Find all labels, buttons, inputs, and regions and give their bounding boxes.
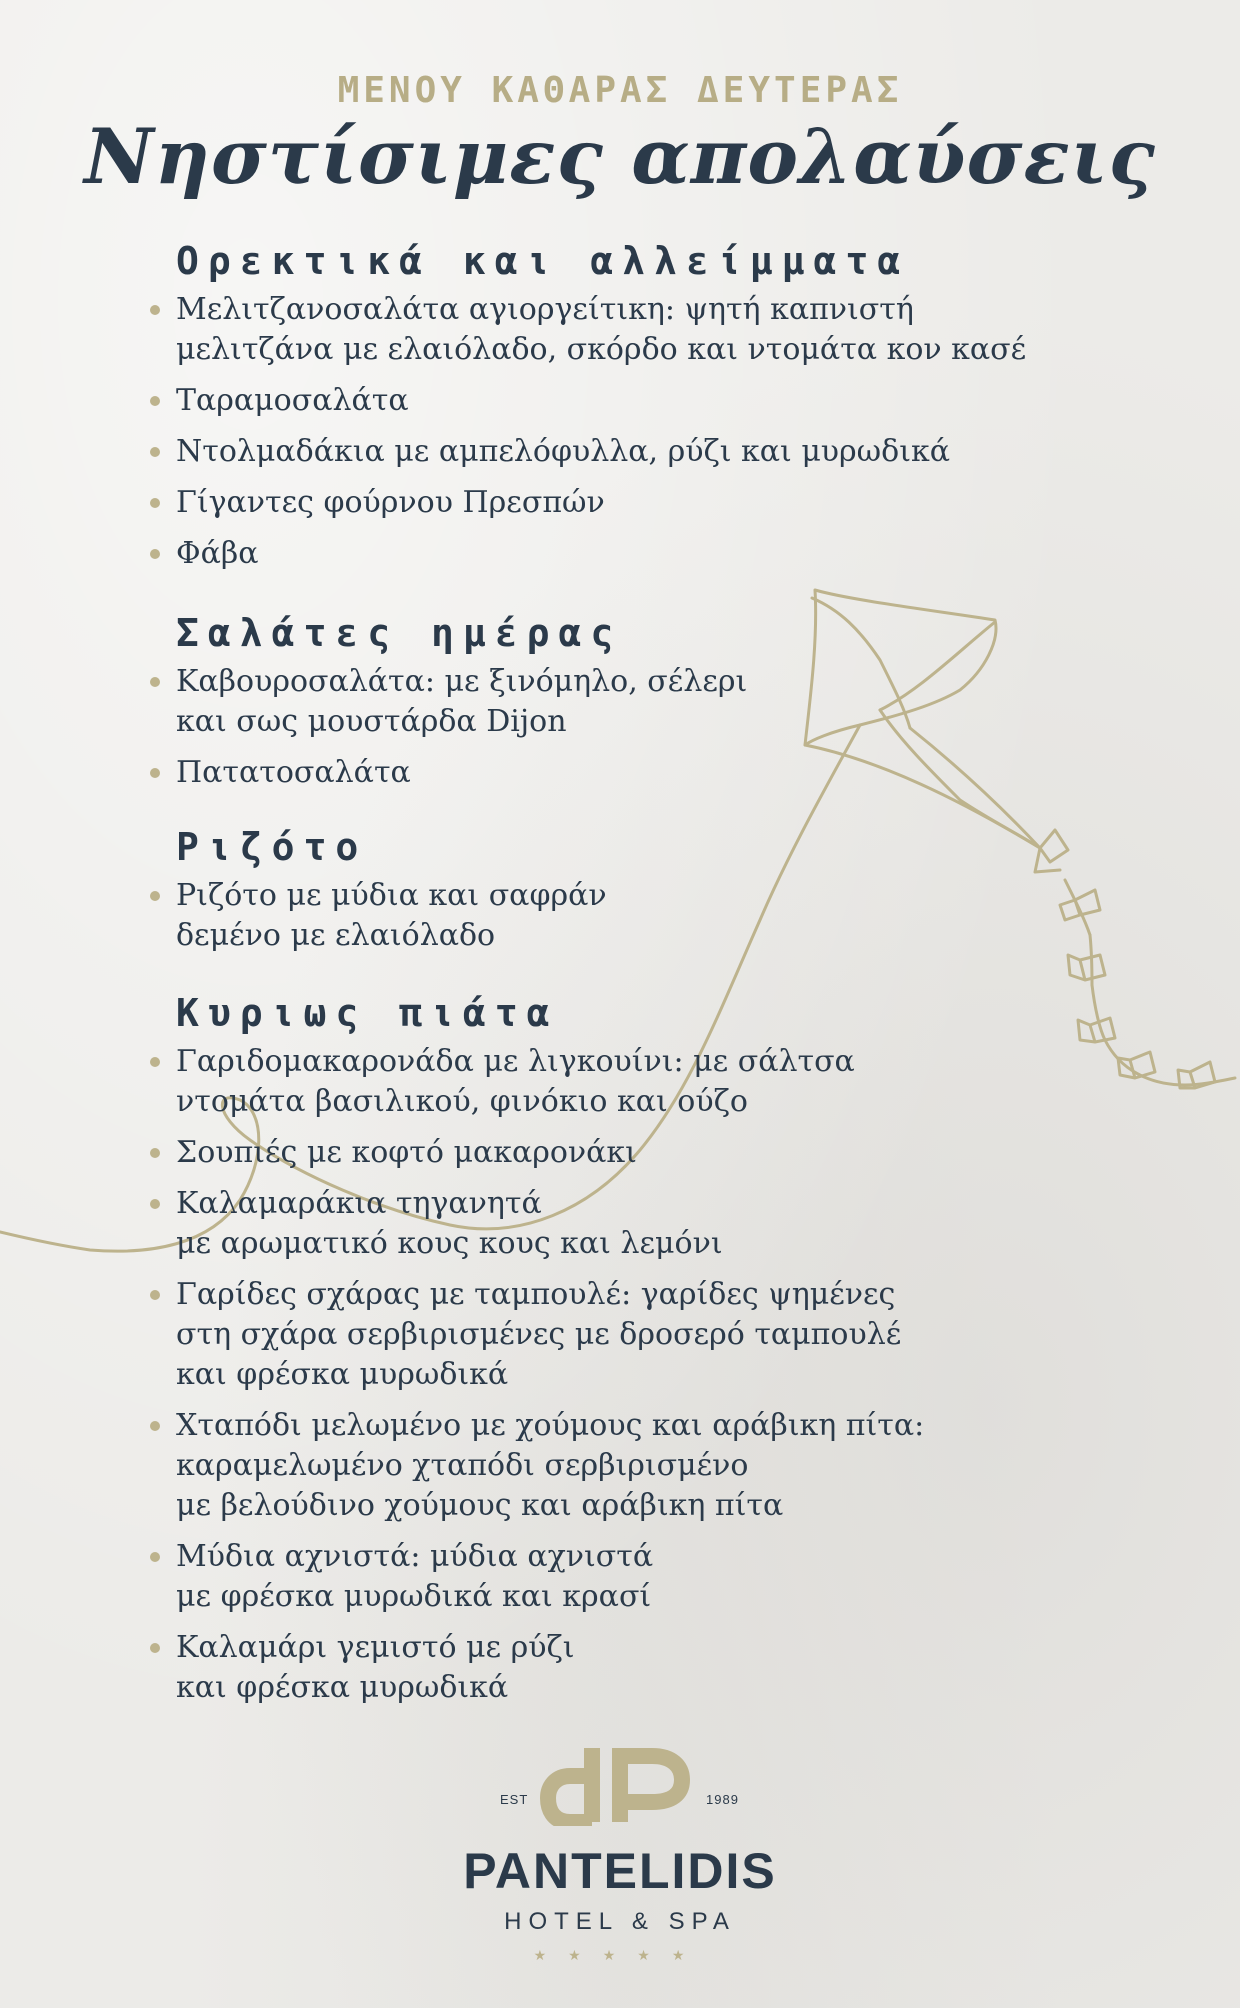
item-text: με βελούδινο χούμους και αράβικη πίτα [176, 1488, 784, 1523]
menu-item [150, 1275, 1030, 1395]
bullet-icon [150, 1552, 160, 1562]
item-text: μελιτζάνα με ελαιόλαδο, σκόρδο και ντομάτα κον κασέ [176, 332, 1027, 367]
item-text: Μύδια αχνιστά: μύδια αχνιστά [176, 1539, 654, 1574]
menu-item [150, 290, 1030, 370]
item-text: Καβουροσαλάτα: με ξινόμηλο, σέλερι [176, 664, 748, 699]
item-text: στη σχάρα σερβιρισμένες με δροσερό ταμπουλέ [176, 1317, 902, 1352]
menu-list [150, 662, 1030, 793]
item-text: Γαριδομακαρονάδα με λιγκουίνι: με σάλτσα [176, 1044, 855, 1079]
bullet-icon [150, 1057, 160, 1067]
section-main-courses [150, 990, 1030, 1719]
logo-brand-name: PANTELIDIS [463, 1843, 777, 1899]
item-text: Ντολμαδάκια με αμπελόφυλλα, ρύζι και μυρωδικά [176, 434, 950, 469]
logo-subtitle: HOTEL & SPA [504, 1908, 736, 1935]
item-text: ντομάτα βασιλικού, φινόκιο και ούζο [176, 1084, 748, 1119]
bullet-icon [150, 677, 160, 687]
menu-item [150, 753, 1030, 793]
bullet-icon [150, 1148, 160, 1158]
item-text: Γίγαντες φούρνου Πρεσπών [176, 485, 605, 520]
section-risotto [150, 824, 1030, 967]
item-text: Χταπόδι μελωμένο με χούμους και αράβικη πίτα: [176, 1408, 925, 1443]
item-text: και φρέσκα μυρωδικά [176, 1357, 509, 1392]
bullet-icon [150, 768, 160, 778]
menu-title: Νηστίσιμες απολαύσεις [84, 112, 1156, 201]
menu-list [150, 876, 1030, 956]
menu-item [150, 1537, 1030, 1617]
bullet-icon [150, 1290, 160, 1300]
section-salads [150, 610, 1030, 804]
bullet-icon [150, 1643, 160, 1653]
hotel-logo [420, 1740, 820, 1980]
item-text: καραμελωμένο χταπόδι σερβιρισμένο [176, 1448, 749, 1483]
menu-item [150, 381, 1030, 421]
menu-item [150, 1133, 1030, 1173]
bullet-icon [150, 498, 160, 508]
section-title: Σαλάτες ημέρας [176, 611, 623, 655]
section-appetizers [150, 238, 1030, 585]
bullet-icon [150, 549, 160, 559]
menu-kicker: ΜΕΝΟΥ ΚΑΘΑΡΑΣ ΔΕΥΤΕΡΑΣ [337, 70, 903, 111]
item-text: Σουπιές με κοφτό μακαρονάκι [176, 1135, 637, 1170]
item-text: με αρωματικό κους κους και λεμόνι [176, 1226, 723, 1261]
menu-item [150, 1628, 1030, 1708]
menu-item [150, 1406, 1030, 1526]
item-text: δεμένο με ελαιόλαδο [176, 918, 496, 953]
item-text: με φρέσκα μυρωδικά και κρασί [176, 1579, 652, 1614]
item-text: Ταραμοσαλάτα [176, 383, 409, 418]
bullet-icon [150, 396, 160, 406]
logo-year: 1989 [706, 1792, 739, 1807]
item-text: Ριζότο με μύδια και σαφράν [176, 878, 607, 913]
bullet-icon [150, 447, 160, 457]
bullet-icon [150, 1199, 160, 1209]
star-rating-icon: ★★★★★ [533, 1948, 707, 1964]
menu-item [150, 876, 1030, 956]
menu-item [150, 1184, 1030, 1264]
menu-item [150, 432, 1030, 472]
dp-monogram-logo [540, 1740, 700, 1826]
menu-list [150, 290, 1030, 574]
menu-list [150, 1042, 1030, 1708]
menu-item [150, 662, 1030, 742]
menu-item [150, 483, 1030, 523]
section-title: Κυριως πιάτα [176, 991, 559, 1035]
menu-item [150, 534, 1030, 574]
item-text: Καλαμάρι γεμιστό με ρύζι [176, 1630, 575, 1665]
item-text: και σως μουστάρδα Dijon [176, 704, 567, 739]
item-text: Γαρίδες σχάρας με ταμπουλέ: γαρίδες ψημένες [176, 1277, 896, 1312]
section-title: Ριζότο [176, 825, 368, 869]
bullet-icon [150, 891, 160, 901]
bullet-icon [150, 1421, 160, 1431]
item-text: Καλαμαράκια τηγανητά [176, 1186, 542, 1221]
item-text: Πατατοσαλάτα [176, 755, 411, 790]
menu-item [150, 1042, 1030, 1122]
item-text: Φάβα [176, 536, 259, 571]
bullet-icon [150, 305, 160, 315]
section-title: Ορεκτικά και αλλείμματα [176, 239, 910, 283]
logo-est: EST [500, 1792, 529, 1807]
item-text: Μελιτζανοσαλάτα αγιοργείτικη: ψητή καπνιστή [176, 292, 914, 327]
item-text: και φρέσκα μυρωδικά [176, 1670, 509, 1705]
